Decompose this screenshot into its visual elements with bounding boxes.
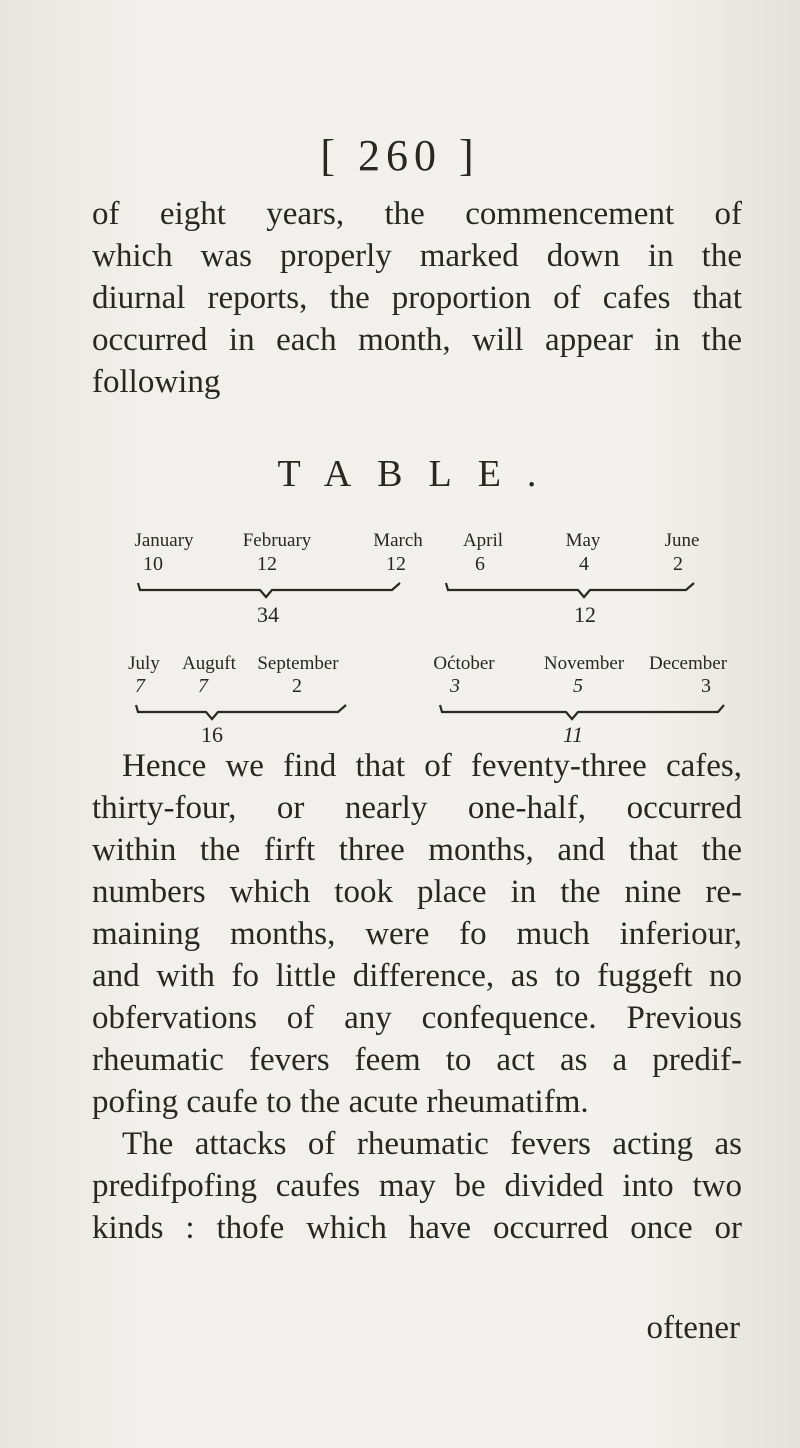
month-name: July: [128, 653, 160, 674]
catchword: oftener: [646, 1310, 740, 1346]
month-name: December: [648, 653, 728, 674]
group-total: 11: [562, 722, 584, 747]
month-name: March: [373, 530, 423, 551]
text-line: thirty-four, or nearly one-half, occurred: [92, 790, 742, 826]
text-line: within the firft three months, and that the: [92, 832, 742, 868]
text-line: occurred in each month, will appear in the: [92, 322, 742, 358]
text-line: diurnal reports, the proportion of cafes that: [92, 280, 742, 316]
text-line: Hence we find that of feventy-three cafes,: [122, 748, 742, 784]
text-line: predifpofing caufes may be divided into two: [92, 1168, 742, 1204]
text-line: kinds : thofe which have occurred once or: [92, 1210, 742, 1246]
group-total: 34: [257, 602, 279, 627]
month-value: 6: [475, 553, 485, 575]
body-paragraphs: [92, 745, 742, 1249]
text-line: pofing caufe to the acute rheumatifm.: [92, 1084, 589, 1120]
month-value: 7: [135, 675, 145, 697]
group-total: 16: [201, 722, 223, 747]
text-line: of eight years, the commencement of: [92, 196, 742, 232]
text-line: numbers which took place in the nine re-: [92, 874, 742, 910]
month-value: 3: [701, 675, 711, 697]
table-title: TABLE.: [277, 453, 563, 495]
month-name: April: [462, 530, 504, 551]
month-value: 12: [386, 553, 406, 575]
month-value: 2: [292, 675, 302, 697]
month-value: 12: [257, 553, 277, 575]
text-line: maining months, were fo much inferiour,: [92, 916, 742, 952]
month-value: 5: [573, 675, 583, 697]
text-line: following: [92, 364, 221, 400]
text-line: The attacks of rheumatic fevers acting as: [122, 1126, 742, 1162]
group-total: 12: [574, 602, 596, 627]
text-line: which was properly marked down in the: [92, 238, 742, 274]
page-number-header: [ 260 ]: [320, 131, 480, 180]
month-name: Oćtober: [433, 653, 495, 674]
month-name: January: [134, 530, 194, 551]
month-value: 2: [673, 553, 683, 575]
month-name: February: [242, 530, 312, 551]
month-value: 4: [579, 553, 589, 575]
month-value: 7: [198, 675, 208, 697]
month-name: Auguft: [182, 653, 236, 674]
month-value: 3: [450, 675, 460, 697]
month-value: 10: [143, 553, 163, 575]
month-name: September: [257, 653, 339, 674]
text-line: and with fo little difference, as to fuggeft no: [92, 958, 742, 994]
month-name: June: [664, 530, 700, 551]
month-name: May: [565, 530, 601, 551]
text-line: rheumatic fevers feem to act as a predif-: [92, 1042, 742, 1078]
month-name: November: [543, 653, 625, 674]
text-line: obfervations of any confequence. Previous: [92, 1000, 742, 1036]
